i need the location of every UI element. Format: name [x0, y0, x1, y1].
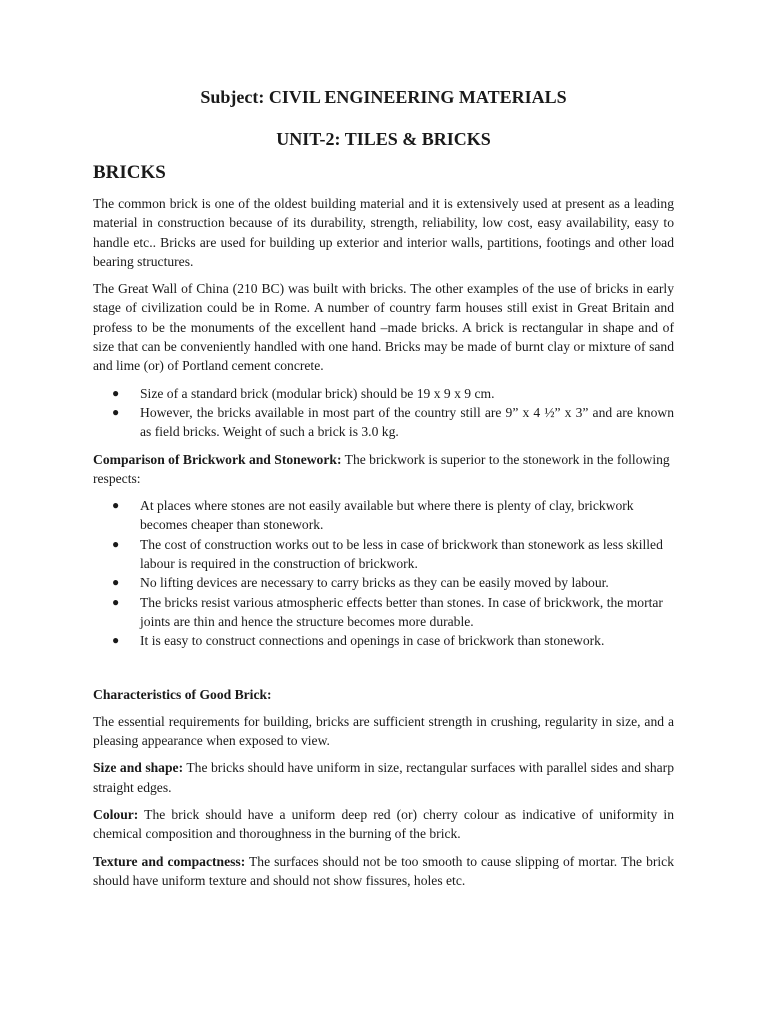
texture-paragraph [93, 852, 674, 891]
bullet-icon: ● [112, 385, 120, 400]
colour-text: The brick should have a uniform deep red (or) cherry colour as indicative of uniformity in chemical composition and thoroughness in the burning of the brick. [93, 807, 674, 842]
texture-label: Texture and compactness: [93, 853, 246, 869]
list-item [93, 593, 674, 632]
list-item [93, 384, 674, 403]
unit-title: UNIT-2: TILES & BRICKS [276, 129, 491, 149]
list-item [93, 573, 674, 592]
section-spacer [93, 659, 674, 685]
comparison-bullet-list [93, 496, 674, 650]
colour-paragraph [93, 805, 674, 844]
bullet-icon: ● [112, 633, 120, 648]
size-shape-label: Size and shape: [93, 760, 184, 776]
list-item-text: At places where stones are not easily available but where there is plenty of clay, brickwork becomes cheaper than stonework. [140, 498, 634, 533]
list-item [93, 631, 674, 650]
bullet-icon: ● [112, 575, 120, 590]
comparison-label: Comparison of Brickwork and Stonework: [93, 451, 342, 467]
list-item [93, 403, 674, 442]
size-bullet-list [93, 384, 674, 442]
comparison-text: The brickwork is superior to the stonework in the following respects: [93, 451, 670, 486]
paragraph-history: The Great Wall of China (210 BC) was built with bricks. The other examples of the use of bricks in early stage of civilization could be in Rome. A number of country farm houses still exist in Great Britain and profess to be the monuments of the excellent hand –made bricks. A brick is rectangular in shape and of size that can be conveniently handled with one hand. Bricks may be made of burnt clay or mixture of sand and lime (or) of Portland cement concrete. [93, 281, 674, 374]
list-item-text: The cost of construction works out to be less in case of brickwork than stonework as less skilled labour is required in the construction of brickwork. [140, 536, 663, 572]
comparison-paragraph [93, 450, 674, 489]
bullet-icon: ● [112, 536, 120, 551]
subject-title: Subject: CIVIL ENGINEERING MATERIALS [200, 87, 567, 107]
list-item-text: Size of a standard brick (modular brick) should be 19 x 9 x 9 cm. [140, 385, 495, 401]
list-item-text: It is easy to construct connections and openings in case of brickwork than stonework. [140, 633, 605, 649]
texture-text: The surfaces should not be too smooth to cause slipping of mortar. The brick should have uniform texture and should not show fissures, holes etc. [93, 853, 674, 888]
list-item-text: No lifting devices are necessary to carry bricks as they can be easily moved by labour. [140, 575, 609, 591]
characteristics-heading [93, 685, 674, 704]
characteristics-title: Characteristics of Good Brick: [93, 686, 272, 702]
document-content [93, 84, 674, 898]
size-shape-text: The bricks should have uniform in size, rectangular surfaces with parallel sides and sharp straight edges. [93, 760, 674, 795]
bullet-icon: ● [112, 594, 120, 609]
list-item-text: The bricks resist various atmospheric effects better than stones. In case of brickwork, the mortar joints are thin and hence the structure becomes more durable. [140, 594, 663, 629]
colour-label: Colour: [93, 807, 139, 823]
list-item [93, 496, 674, 535]
characteristics-intro: The essential requirements for building, bricks are sufficient strength in crushing, regularity in size, and a pleasing appearance when exposed to view. [93, 713, 674, 749]
list-item-text: However, the bricks available in most part of the country still are 9” x 4 ½” x 3” and are known as field bricks. Weight of such a brick is 3.0 kg. [140, 404, 674, 440]
bullet-icon: ● [112, 404, 120, 419]
section-heading-bricks: BRICKS [93, 162, 166, 183]
paragraph-intro: The common brick is one of the oldest building material and it is extensively used at present as a leading material in construction because of its durability, strength, reliability, low cost, easy availability, easy to handle etc.. Bricks are used for building up exterior and interior walls, partitions, footings and other load bearing structures. [93, 196, 674, 269]
list-item [93, 535, 674, 574]
size-shape-paragraph [93, 758, 674, 797]
bullet-icon: ● [112, 498, 120, 513]
